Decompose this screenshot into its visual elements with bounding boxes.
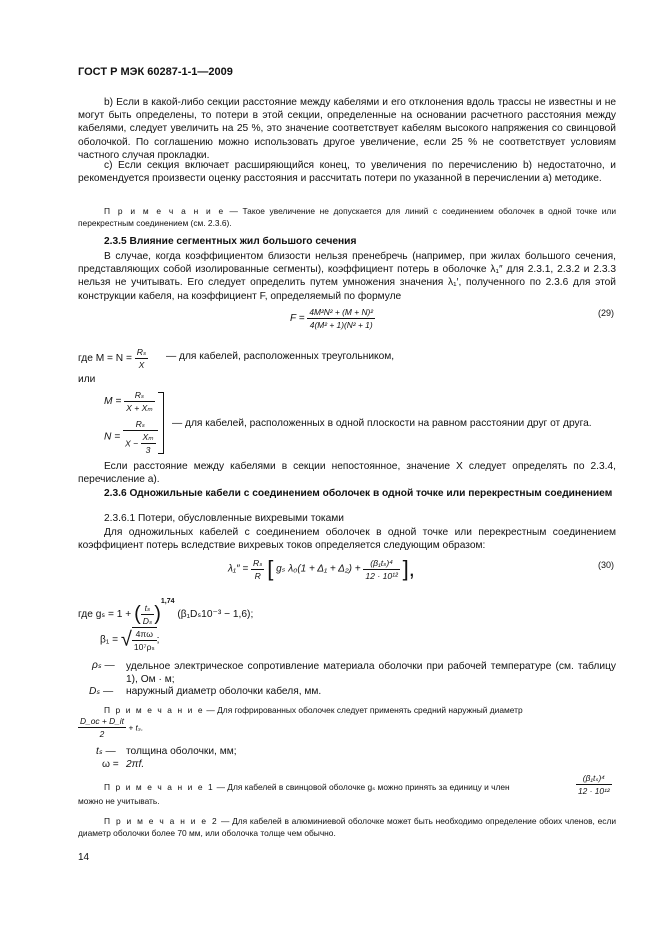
n-den-fraction xyxy=(141,431,156,456)
n-den-numerator: Xₘ xyxy=(142,432,154,442)
n-den-denominator: 3 xyxy=(145,445,151,455)
note-2-label: П р и м е ч а н и е xyxy=(104,705,205,715)
gs-expr-b: (β₁Dₛ10⁻³ − 1,6); xyxy=(177,608,254,620)
ds-symbol: Dₛ — xyxy=(89,686,114,697)
n-denominator xyxy=(123,431,158,456)
note-2-fraction xyxy=(78,715,126,740)
omega-symbol: ω = xyxy=(102,759,119,770)
n-label: N = xyxy=(104,431,121,443)
triangle-text: — для кабелей, расположенных треугольником, xyxy=(166,351,395,362)
paragraph-b: b) Если в какой-либо секции расстояние между кабелями и его отклонения вдоль трассы не известны и не могут быть определены, то потери в этой секции, определенные на основании расчетного расстояния между кабелями, следует увеличить на 25 %, это значение соответствует кабелям высокого напряжения со свинцовой оболочкой. По соглашению можно использовать другое увеличение, если 25 % не соответствует условиям частного случая прокладки. xyxy=(78,97,616,161)
note-3-text: — Для кабелей в свинцовой оболочке gₛ можно принять за единицу и член xyxy=(214,782,510,792)
note-1-text: — Такое увеличение не допускается для линий с соединением оболочек в одной точке или перекрестным соединением (см. 2.3.6). xyxy=(78,206,616,228)
eq29-lhs: F = xyxy=(290,313,305,324)
section-2-3-6-title: 2.3.6 Одножильные кабели с соединением оболочек в одной точке или перекрестным соединением xyxy=(104,488,613,499)
gs-formula xyxy=(78,598,253,627)
page-number: 14 xyxy=(78,852,90,863)
eq30-body: gₛ λ₀(1 + Δ₁ + Δ₂) + xyxy=(276,563,361,575)
note-4-label: П р и м е ч а н и е 2 xyxy=(104,816,219,826)
or-label: или xyxy=(78,374,96,385)
gs-fraction xyxy=(141,602,154,627)
eq30-number: (30) xyxy=(598,560,615,570)
document-header: ГОСТ Р МЭК 60287-1-1—2009 xyxy=(78,66,233,78)
where-m-n-denominator: X xyxy=(138,360,145,370)
eq30-inner-denominator: 12 · 10¹² xyxy=(365,570,398,581)
note-3-denominator: 12 · 10¹² xyxy=(578,786,610,796)
n-formula xyxy=(104,418,158,456)
m-numerator: Rₛ xyxy=(124,389,155,402)
where-m-n xyxy=(78,346,148,371)
section-2-3-6-1-text: Для одножильных кабелей с соединением оболочек в одной точке или перекрестным соединением коэффициент потерь вследствие вихревых токов определяется следующим образом: xyxy=(78,527,616,552)
flat-text: — для кабелей, расположенных в одной плоскости на равном расстоянии друг от друга. xyxy=(172,418,592,429)
eq30-right-bracket: ], xyxy=(402,556,415,581)
note-2-tail: + tₛ. xyxy=(128,722,144,733)
eq30-lhs: λ₁″ = xyxy=(228,563,249,575)
note-3 xyxy=(104,782,510,792)
where-m-n-fraction xyxy=(135,346,148,371)
n-fraction xyxy=(123,418,158,456)
section-2-3-6-1-title: 2.3.6.1 Потери, обусловленные вихревыми токами xyxy=(104,513,344,524)
where-m-n-numerator: Rₛ xyxy=(136,347,147,357)
eq29-number: (29) xyxy=(598,308,615,318)
note-2-formula xyxy=(78,715,143,740)
gs-exponent: 1,74 xyxy=(160,598,175,605)
section-2-3-5-text: В случае, когда коэффициентом близости нельзя пренебречь (например, при жилах большого сечения, представляющих собой изолированные сегменты), коэффициент потерь в оболочке λ₁″ для 2.3.1, 2.3.2 и 2.3.3 нельзя не учитывать. Его следует определить путем умножения значения λ₁′, полученного по 2.3.6 для этой конструкции кабеля, на коэффициент F, определяемый по формуле xyxy=(78,251,616,302)
m-fraction xyxy=(124,389,155,414)
n-numerator: Rₛ xyxy=(123,418,158,431)
note-3-numerator: (β₁tₛ)⁴ xyxy=(576,772,612,785)
note-4 xyxy=(78,815,616,839)
note-3-fraction xyxy=(576,772,612,797)
rho-text: удельное электрическое сопротивление материала оболочки при рабочей температуре (см. таблицу 1), Ом · м; xyxy=(126,661,616,686)
note-3-tail: можно не учитывать. xyxy=(78,796,160,806)
ds-text: наружный диаметр оболочки кабеля, мм. xyxy=(126,686,322,697)
note-2-numerator: D_oc + D_it xyxy=(80,716,124,726)
beta-formula xyxy=(100,627,160,653)
eq30-frac-numerator: Rₛ xyxy=(253,557,263,568)
beta-label: β₁ = xyxy=(100,634,119,646)
gs-left-paren: ( xyxy=(134,602,141,625)
gs-denominator: Dₛ xyxy=(142,615,153,626)
gs-right-paren: ) xyxy=(154,602,161,625)
eq29-fraction xyxy=(307,306,375,331)
eq29-denominator: 4(M² + 1)(N² + 1) xyxy=(309,320,373,330)
note-4-text: — Для кабелей в алюминиевой оболочке может быть необходимо определение обоих членов, если диаметр оболочки более 70 мм, или оболочка толще чем обычно. xyxy=(78,816,617,838)
equation-29 xyxy=(290,306,375,331)
note-1 xyxy=(78,205,616,229)
eq30-frac-denominator: R xyxy=(254,570,261,581)
equation-30 xyxy=(228,556,415,582)
beta-semicolon: ; xyxy=(156,634,160,646)
eq30-fraction xyxy=(251,557,264,582)
omega-text: 2πf. xyxy=(126,759,145,770)
note-2-denominator: 2 xyxy=(99,729,105,739)
section-2-3-5-title: 2.3.5 Влияние сегментных жил большого сечения xyxy=(104,236,357,247)
note-2-text: — Для гофрированных оболочек следует применять средний наружный диаметр xyxy=(204,705,523,715)
gs-label: где gₛ = xyxy=(78,608,114,620)
gs-expr-a: 1 + xyxy=(116,608,132,620)
gs-numerator: tₛ xyxy=(141,602,154,615)
m-formula xyxy=(104,389,155,414)
note-3-label: П р и м е ч а н и е 1 xyxy=(104,782,215,792)
beta-numerator: 4πω xyxy=(132,628,157,641)
system-bracket xyxy=(158,392,164,454)
sqrt-icon: √ xyxy=(120,628,132,651)
m-label: M = xyxy=(104,396,122,407)
beta-denominator: 10⁷ρₛ xyxy=(133,642,155,652)
eq30-inner-numerator: (β₁tₛ)⁴ xyxy=(363,557,399,570)
note-1-label: П р и м е ч а н и е xyxy=(104,206,225,216)
ts-text: толщина оболочки, мм; xyxy=(126,746,237,757)
eq29-numerator: 4M²N² + (M + N)² xyxy=(309,307,374,317)
paragraph-c: c) Если секция включает расширяющийся конец, то увеличения по перечислению b) недостаточно, и рекомендуется произвести оценку расстояния и рассчитать потери по указанной в перечислении а) методике. xyxy=(78,160,616,185)
eq30-left-bracket: [ xyxy=(267,556,274,581)
where-m-n-label: где M = N = xyxy=(78,353,132,364)
m-denominator: X + Xₘ xyxy=(126,403,153,413)
note-3-formula xyxy=(576,772,612,797)
eq30-inner-fraction xyxy=(363,557,399,582)
beta-fraction xyxy=(132,627,157,653)
spacing-text: Если расстояние между кабелями в секции непостоянное, значение X следует определять по 2.3.4, перечисление а). xyxy=(78,461,616,486)
ts-symbol: tₛ — xyxy=(96,746,116,757)
n-den-a: X − xyxy=(124,438,139,449)
rho-symbol: ρₛ — xyxy=(92,660,115,671)
note-2 xyxy=(78,704,616,716)
